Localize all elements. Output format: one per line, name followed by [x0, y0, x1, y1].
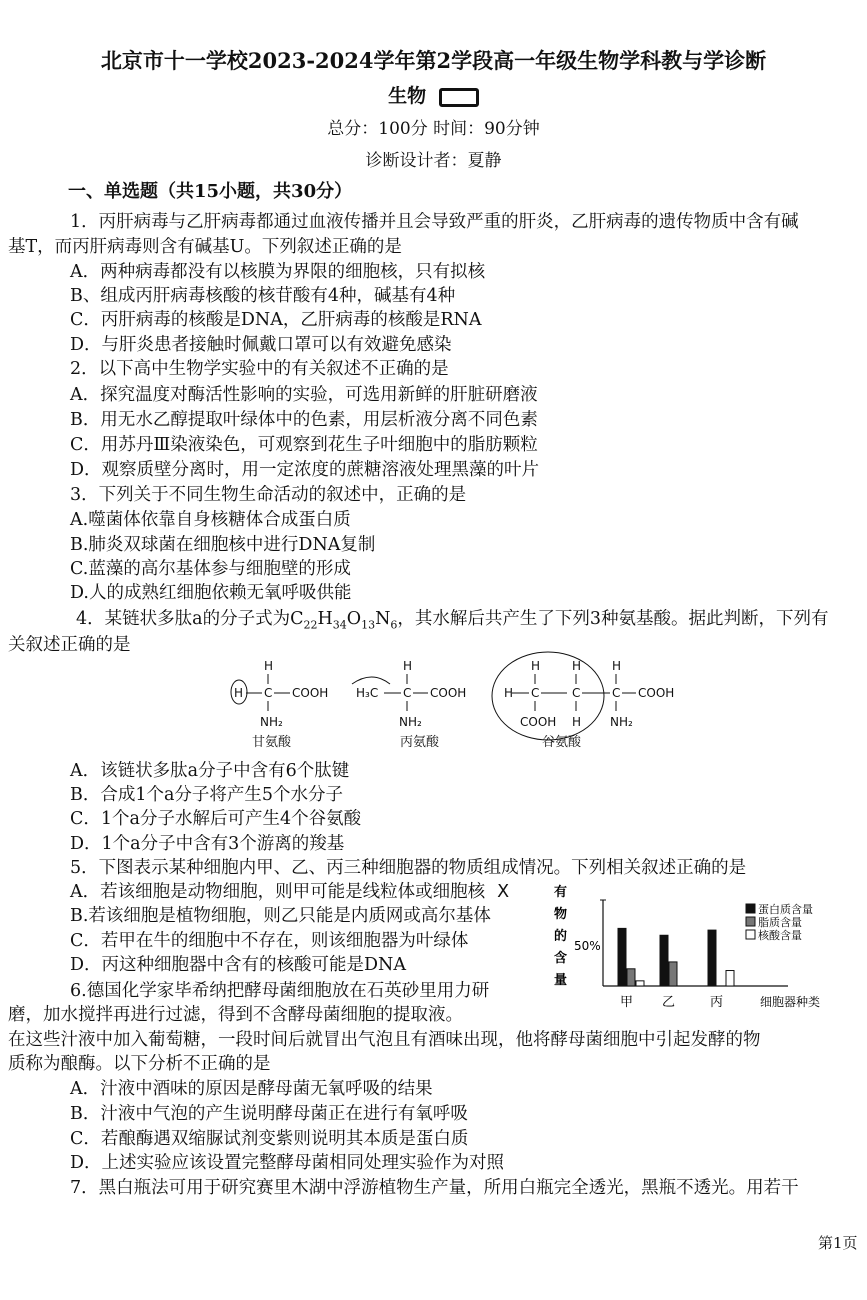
glu-c3: C [612, 686, 621, 700]
gly-h-top: H [264, 659, 274, 673]
page-number: 第1页 [818, 1234, 858, 1252]
glu-h-left: H [504, 686, 514, 700]
glu-name: 谷氨酸 [542, 735, 582, 750]
q5-option-d: D．丙这种细胞器中含有的核酸可能是DNA [70, 955, 407, 975]
chart-ylabel-char: 含 [554, 951, 568, 966]
chart-ylabel-char: 物 [554, 907, 568, 922]
q5-option-c: C．若甲在牛的细胞中不存在，则该细胞器为叶绿体 [70, 931, 469, 951]
q6-line1: 6.德国化学家毕希纳把酵母菌细胞放在石英砂里用力研 [70, 981, 490, 1001]
q4-stem-line1 [76, 608, 829, 637]
q1-option-a: A．两种病毒都没有以核膜为界限的细胞核，只有拟核 [70, 262, 486, 282]
ala-cooh: COOH [430, 686, 467, 700]
q1-stem-line2: 基T，而丙肝病毒则含有碱基U。下列叙述正确的是 [8, 237, 402, 257]
chart-bar [669, 962, 677, 986]
q4-stem-pre: 4．某链状多肽a的分子式为C [76, 609, 304, 629]
q3-option-a: A.噬菌体依靠自身核糖体合成蛋白质 [70, 510, 351, 530]
chart-legend-label: 脂质含量 [758, 916, 802, 929]
q4-stem-line2: 关叙述正确的是 [8, 635, 131, 655]
chart-ylabel-char: 的 [554, 929, 568, 944]
subject-line [0, 85, 867, 107]
chart-bar [618, 928, 626, 986]
q2-option-d: D．观察质壁分离时，用一定浓度的蔗糖溶液处理黑藻的叶片 [70, 460, 540, 480]
q4-sub-o: 13 [361, 618, 376, 632]
q5-option-a: A．若该细胞是动物细胞，则甲可能是线粒体或细胞核 [70, 882, 486, 902]
chart-legend-swatch [746, 904, 755, 913]
ala-nh2: NH₂ [399, 715, 422, 729]
q3-option-c: C.蓝藻的高尔基体参与细胞壁的形成 [70, 559, 351, 579]
gly-c: C [264, 686, 273, 700]
ala-h3c: H₃C [356, 686, 379, 700]
gly-name: 甘氨酸 [252, 735, 292, 750]
amino-acid-structures [0, 648, 867, 758]
ala-h-top: H [403, 659, 413, 673]
q5-stem: 5．下图表示某种细胞内甲、乙、丙三种细胞器的物质组成情况。下列相关叙述正确的是 [70, 858, 747, 878]
subject-label: 生物 [388, 85, 427, 107]
glu-cooh-r: COOH [520, 715, 557, 729]
chart-legend [746, 902, 813, 942]
q4-option-a: A．该链状多肽a分子中含有6个肽键 [70, 761, 350, 781]
q6-option-b: B．汁液中气泡的产生说明酵母菌正在进行有氧呼吸 [70, 1104, 468, 1124]
chart-bar [726, 971, 734, 986]
section-heading: 一、单选题（共15小题，共30分） [68, 181, 353, 202]
chart-ylabel-char: 量 [554, 973, 568, 988]
q4-n: N [375, 609, 391, 629]
designer: 诊断设计者：夏静 [365, 151, 502, 171]
q2-option-b: B．用无水乙醇提取叶绿体中的色素，用层析液分离不同色素 [70, 410, 538, 430]
q3-stem: 3．下列关于不同生物生命活动的叙述中，正确的是 [70, 485, 467, 505]
q2-option-c: C．用苏丹Ⅲ染液染色，可观察到花生子叶细胞中的脂肪颗粒 [70, 435, 538, 455]
q5-option-a-line [70, 881, 509, 903]
glu-cooh: COOH [638, 686, 675, 700]
subject-box-icon [439, 88, 479, 107]
q1-option-d: D．与肝炎患者接触时佩戴口罩可以有效避免感染 [70, 335, 452, 355]
q3-option-d: D.人的成熟红细胞依赖无氧呼吸供能 [70, 583, 352, 603]
chart-bar [708, 930, 716, 986]
exam-title: 北京市十一学校2023-2024学年第2学段高一年级生物学科教与学诊断 [100, 48, 767, 73]
q2-stem: 2．以下高中生物学实验中的有关叙述不正确的是 [70, 359, 449, 379]
chart-category-label: 丙 [710, 995, 724, 1010]
q4-sub-n: 6 [390, 618, 398, 632]
chart-ytick-50: 50% [574, 939, 601, 953]
chart-legend-label: 蛋白质含量 [758, 903, 813, 916]
q5-option-b: B.若该细胞是植物细胞，则乙只能是内质网或高尔基体 [70, 906, 491, 926]
chart-ylabel-group [554, 884, 567, 988]
q6-option-a: A．汁液中酒味的原因是酵母菌无氧呼吸的结果 [70, 1079, 433, 1099]
q1-option-b: B、组成丙肝病毒核酸的核苷酸有4种，碱基有4种 [70, 286, 456, 306]
q4-sub-c: 22 [303, 618, 318, 632]
q6-option-c: C．若酿酶遇双缩脲试剂变紫则说明其本质是蛋白质 [70, 1129, 469, 1149]
q1-stem-line1: 1．丙肝病毒与乙肝病毒都通过血液传播并且会导致严重的肝炎，乙肝病毒的遗传物质中含有碱 [70, 212, 799, 232]
q4-stem-post: ，其水解后共产生了下列3种氨基酸。据此判断，下列有 [397, 609, 829, 629]
q4-option-c: C．1个a分子水解后可产生4个谷氨酸 [70, 809, 362, 829]
glu-h2-top: H [572, 659, 582, 673]
score-time: 总分：100分 时间：90分钟 [327, 119, 540, 139]
glu-h3-top: H [612, 659, 622, 673]
q3-option-b: B.肺炎双球菌在细胞核中进行DNA复制 [70, 535, 376, 555]
glu-nh2: NH₂ [610, 715, 633, 729]
q6-line3: 在这些汁液中加入葡萄糖，一段时间后就冒出气泡且有酒味出现，他将酵母菌细胞中引起发酵的物 [8, 1030, 761, 1050]
chart-category-label: 乙 [662, 995, 676, 1010]
q4-option-b: B．合成1个a分子将产生5个水分子 [70, 785, 344, 805]
chart-categories [620, 995, 723, 1010]
ala-r-arc [352, 677, 390, 684]
glu-h1-top: H [531, 659, 541, 673]
chart-bar [627, 969, 635, 986]
chart-legend-label: 核酸含量 [758, 929, 802, 942]
q4-o: O [346, 609, 362, 629]
organelle-composition-chart [548, 882, 848, 1012]
gly-cooh: COOH [292, 686, 329, 700]
q4-option-d: D．1个a分子中含有3个游离的羧基 [70, 834, 345, 854]
gly-nh2: NH₂ [260, 715, 283, 729]
chart-bar [636, 981, 644, 986]
ala-c: C [403, 686, 412, 700]
glu-c1: C [531, 686, 540, 700]
chart-ylabel-char: 有 [554, 885, 568, 900]
glu-c2: C [572, 686, 581, 700]
q1-option-c: C．丙肝病毒的核酸是DNA，乙肝病毒的核酸是RNA [70, 310, 482, 330]
chart-xlabel: 细胞器种类 [760, 995, 821, 1009]
q6-option-d: D．上述实验应该设置完整酵母菌相同处理实验作为对照 [70, 1153, 505, 1173]
q4-sub-h: 34 [332, 618, 347, 632]
chart-bars [618, 928, 734, 986]
q6-line2: 磨，加水搅拌再进行过滤，得到不含酵母菌细胞的提取液。 [8, 1005, 463, 1025]
chart-category-label: 甲 [620, 995, 634, 1010]
gly-h-left: H [234, 686, 244, 700]
chart-bar [660, 935, 668, 986]
chart-legend-swatch [746, 930, 755, 939]
ala-name: 丙氨酸 [400, 735, 440, 750]
q6-line4: 质称为酿酶。以下分析不正确的是 [8, 1054, 271, 1074]
glu-h2-bottom: H [572, 715, 582, 729]
q2-option-a: A．探究温度对酶活性影响的实验，可选用新鲜的肝脏研磨液 [70, 385, 538, 405]
q5-handwritten-x: X [497, 882, 510, 902]
q4-h: H [317, 609, 333, 629]
q7-line1: 7．黑白瓶法可用于研究赛里木湖中浮游植物生产量，所用白瓶完全透光，黑瓶不透光。用若干 [70, 1178, 799, 1198]
chart-legend-swatch [746, 917, 755, 926]
